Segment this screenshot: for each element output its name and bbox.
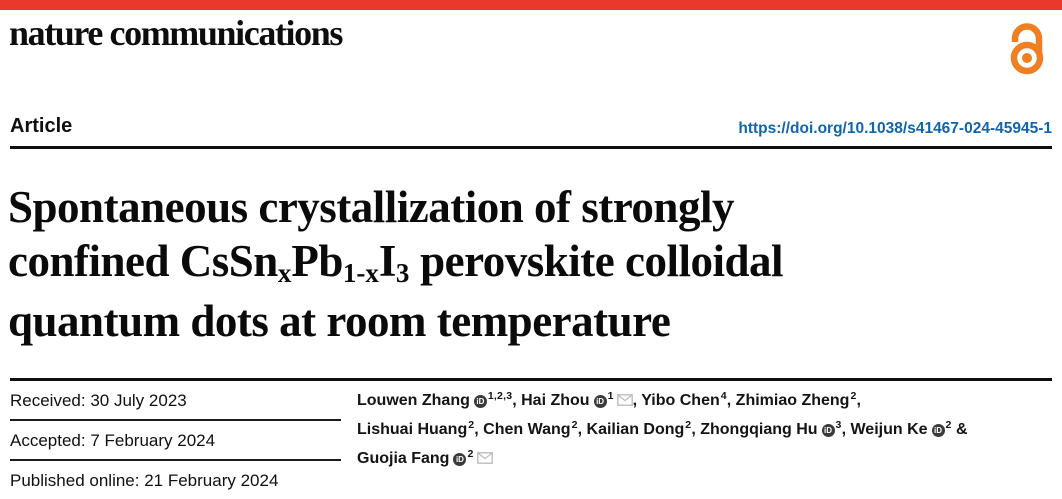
author xyxy=(850,421,951,438)
accepted-date: Accepted: 7 February 2024 xyxy=(10,421,341,461)
orcid-icon: iD xyxy=(474,395,487,408)
journal-wordmark: nature communications xyxy=(9,13,342,53)
affiliation-superscript: 1,2,3 xyxy=(487,390,513,402)
envelope-icon xyxy=(617,392,633,409)
author-list: Louwen Zhang iD $^{1,2,3}$, Hai Zhou iD $^1$ , Yibo Chen$^4$, Zhimiao Zheng$^2$, Lishuai Huang$^2$, Chen Wang$^2$, Kailian Dong$^2$, Zhongqiang Hu iD $^3$, Weijun Ke iD $^2$ & Guojia Fang iD $^2$ xyxy=(357,390,968,467)
author-name: Hai Zhou xyxy=(521,392,590,409)
orcid-icon: iD xyxy=(594,395,607,408)
title-subscript: 1-x xyxy=(342,257,379,288)
dates-column xyxy=(10,381,341,499)
author-name: Guojia Fang xyxy=(357,450,450,467)
affiliation-superscript: 2 xyxy=(850,390,857,402)
affiliation-superscript: 2 xyxy=(467,448,474,460)
published-date: Published online: 21 February 2024 xyxy=(10,471,279,490)
nature-red-bar xyxy=(0,0,1062,10)
article-header-row xyxy=(10,108,1052,149)
title-subscript: x xyxy=(277,257,292,288)
article-type-label: Article xyxy=(10,115,73,137)
affiliation-superscript: 2 xyxy=(571,419,578,431)
open-access-icon xyxy=(1002,22,1052,75)
title-subscript: 3 xyxy=(395,257,410,288)
author xyxy=(641,392,727,409)
author xyxy=(587,421,692,438)
author-name: Chen Wang xyxy=(483,421,571,438)
author xyxy=(521,392,632,409)
envelope-icon xyxy=(477,450,493,467)
affiliation-superscript: 1 xyxy=(607,390,614,402)
affiliation-superscript: 2 xyxy=(945,419,952,431)
author-name: Yibo Chen xyxy=(641,392,720,409)
author-name: Lishuai Huang xyxy=(357,421,468,438)
orcid-icon: iD xyxy=(453,453,466,466)
author xyxy=(357,450,493,467)
affiliation-superscript: 3 xyxy=(835,419,842,431)
author xyxy=(357,392,512,409)
received-date: Received: 30 July 2023 xyxy=(10,381,341,421)
author-name: Weijun Ke xyxy=(850,421,928,438)
author-name: Louwen Zhang xyxy=(357,392,470,409)
affiliation-superscript: 4 xyxy=(720,390,727,402)
doi-link[interactable]: https://doi.org/10.1038/s41467-024-45945-1 xyxy=(738,120,1052,137)
author xyxy=(700,421,841,438)
author xyxy=(357,421,474,438)
affiliation-superscript: 2 xyxy=(685,419,692,431)
orcid-icon: iD xyxy=(822,424,835,437)
author-name: Zhimiao Zheng xyxy=(735,392,850,409)
author-name: Kailian Dong xyxy=(586,421,685,438)
author xyxy=(736,392,857,409)
author-name: Zhongqiang Hu xyxy=(700,421,818,438)
author xyxy=(483,421,577,438)
orcid-icon: iD xyxy=(932,424,945,437)
article-title: Spontaneous crystallization of strongly confined CsSnxPb1-xI3 perovskite colloidal quantum dots at room temperature xyxy=(8,182,784,347)
affiliation-superscript: 2 xyxy=(468,419,475,431)
